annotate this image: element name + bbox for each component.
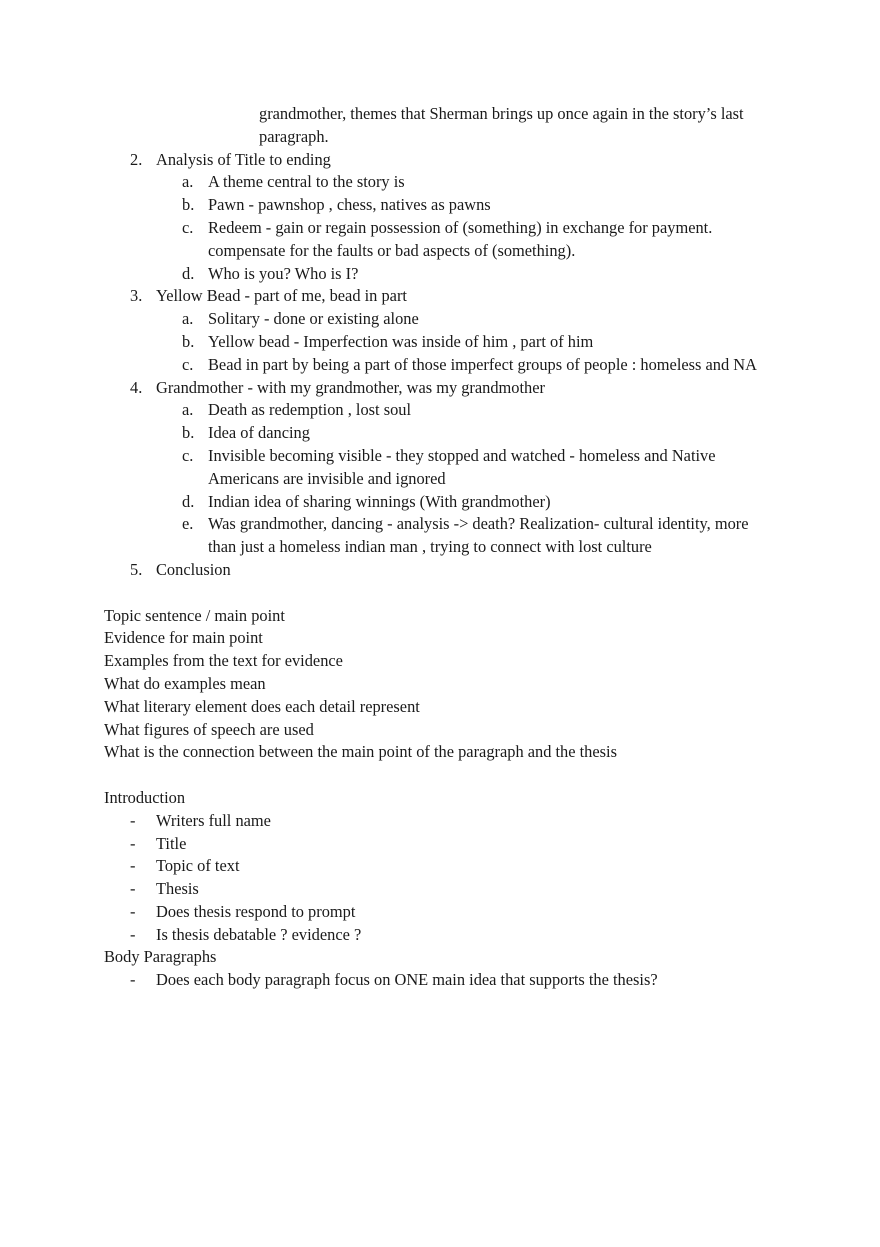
outline-subitem (104, 422, 794, 445)
dash-bullet: - (130, 924, 136, 944)
spacer (104, 582, 794, 605)
list-marker: b. (182, 195, 195, 215)
dash-bullet: - (130, 901, 136, 921)
checklist-line: What do examples mean (104, 673, 266, 693)
bullet-item (104, 810, 794, 833)
list-marker: a. (182, 309, 194, 329)
outline-subitem-text: A theme central to the story is (208, 172, 405, 192)
outline-subitem (104, 263, 794, 286)
bullet-item-text: Title (156, 833, 187, 853)
outline-subitem-text: Invisible becoming visible - they stopped and watched - homeless and Native Americans are invisible and ignored (208, 445, 716, 488)
spacer (104, 764, 794, 787)
bullet-item-text: Writers full name (156, 810, 271, 830)
outline-item (104, 149, 794, 172)
outline-subitem-text: Bead in part by being a part of those imperfect groups of people : homeless and NA (208, 354, 757, 374)
checklist-line: What literary element does each detail represent (104, 696, 420, 716)
outline-item-text: Grandmother - with my grandmother, was my grandmother (156, 377, 545, 397)
section-heading: Introduction (104, 787, 186, 807)
list-marker: c. (182, 445, 194, 465)
outline-subitem-text: Solitary - done or existing alone (208, 309, 419, 329)
bullet-item (104, 855, 794, 878)
checklist-line: What figures of speech are used (104, 719, 314, 739)
checklist-line: Examples from the text for evidence (104, 651, 343, 671)
list-marker: 5. (130, 559, 143, 579)
list-marker: e. (182, 514, 194, 534)
dash-bullet: - (130, 879, 136, 899)
list-marker: 4. (130, 377, 143, 397)
section-heading: Body Paragraphs (104, 947, 217, 967)
outline-item (104, 285, 794, 308)
outline-subitem (104, 331, 794, 354)
bullet-item-text: Is thesis debatable ? evidence ? (156, 924, 362, 944)
dash-bullet: - (130, 856, 136, 876)
list-marker: c. (182, 217, 194, 237)
outline-subitem (104, 217, 794, 263)
outline-item-text: Conclusion (156, 559, 231, 579)
list-marker: b. (182, 423, 195, 443)
outline-subitem (104, 399, 794, 422)
checklist-line: Evidence for main point (104, 628, 263, 648)
list-marker: d. (182, 263, 195, 283)
outline-item (104, 377, 794, 400)
bullet-item-text: Topic of text (156, 856, 240, 876)
outline-subitem-text: Pawn - pawnshop , chess, natives as pawns (208, 195, 491, 215)
list-marker: 2. (130, 149, 143, 169)
list-marker: c. (182, 354, 194, 374)
list-marker: d. (182, 491, 195, 511)
outline-item-text: Analysis of Title to ending (156, 149, 331, 169)
outline-subitem (104, 308, 794, 331)
continuation-text: grandmother, themes that Sherman brings up once again in the story’s last paragraph. (259, 104, 744, 146)
list-marker: b. (182, 331, 195, 351)
outline-subitem-text: Idea of dancing (208, 423, 310, 443)
list-marker: a. (182, 172, 194, 192)
bullet-item (104, 878, 794, 901)
list-marker: 3. (130, 286, 143, 306)
bullet-item (104, 901, 794, 924)
checklist-line: What is the connection between the main point of the paragraph and the thesis (104, 742, 617, 762)
outline-subitem-text: Indian idea of sharing winnings (With grandmother) (208, 491, 551, 511)
outline-subitem (104, 171, 794, 194)
outline-item (104, 559, 794, 582)
outline-subitem-text: Yellow bead - Imperfection was inside of him , part of him (208, 331, 594, 351)
outline-subitem-text: Redeem - gain or regain possession of (something) in exchange for payment. compensate for the faults or bad aspects of (something). (208, 217, 713, 260)
bullet-item (104, 833, 794, 856)
list-marker: a. (182, 400, 194, 420)
outline-subitem (104, 491, 794, 514)
outline-subitem-text: Death as redemption , lost soul (208, 400, 412, 420)
checklist-line: Topic sentence / main point (104, 605, 285, 625)
bullet-item (104, 969, 794, 992)
outline-item-text: Yellow Bead - part of me, bead in part (156, 286, 407, 306)
outline-subitem (104, 445, 794, 491)
outline-subitem-text: Was grandmother, dancing - analysis -> death? Realization- cultural identity, more than just a homeless indian man , trying to connect with lost culture (208, 514, 749, 557)
outline-subitem (104, 513, 794, 559)
dash-bullet: - (130, 810, 136, 830)
document-page (104, 103, 794, 992)
outline-subitem (104, 194, 794, 217)
bullet-item-text: Does thesis respond to prompt (156, 901, 356, 921)
dash-bullet: - (130, 833, 136, 853)
bullet-item (104, 924, 794, 947)
outline-subitem-text: Who is you? Who is I? (208, 263, 359, 283)
dash-bullet: - (130, 970, 136, 990)
bullet-item-text: Thesis (156, 879, 199, 899)
outline-subitem (104, 354, 794, 377)
bullet-item-text: Does each body paragraph focus on ONE main idea that supports the thesis? (156, 970, 658, 990)
